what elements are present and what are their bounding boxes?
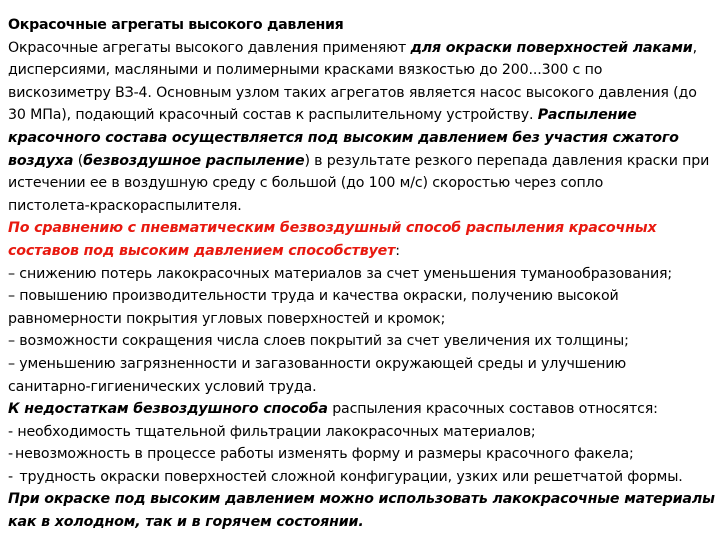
advantage-item: – возможности сокращения числа слоев покрытий за счет увеличения их толщины;: [8, 333, 629, 350]
text-run: (: [73, 152, 84, 169]
slide-title: Окрасочные агрегаты высокого давления: [8, 17, 344, 33]
disadvantages-intro: [8, 398, 712, 421]
slide-text: [8, 14, 715, 534]
text-run: ) в результате резкого перепада давления краски при: [304, 152, 710, 169]
emphasis-text: Распыление: [537, 107, 637, 124]
paragraph-line: [8, 37, 712, 60]
advantage-item-continued: равномерности покрытия угловых поверхностей и кромок;: [8, 310, 446, 327]
text-run: невозможность в процессе работы изменять форму и размеры красочного факела;: [15, 446, 634, 463]
disadvantage-item: [8, 443, 712, 466]
dash-bullet: -: [8, 446, 13, 463]
text-run: трудность окраски поверхностей сложной конфигурации, узких или решетчатой формы.: [15, 468, 683, 485]
disadvantage-item: [8, 466, 712, 489]
paragraph-line: дисперсиями, масляными и полимерными красками вязкостью до 200...300 с по: [8, 62, 603, 79]
conclusion-line: как в холодном, так и в горячем состоянии.: [8, 514, 364, 531]
text-run: :: [395, 242, 400, 259]
advantage-item: – повышению производительности труда и качества окраски, получению высокой: [8, 288, 619, 305]
emphasis-text: воздуха: [8, 152, 74, 169]
comparison-heading-line: [8, 240, 712, 263]
paragraph-line: пистолета-краскораспылителя.: [8, 197, 242, 214]
text-run: 30 МПа), подающий красочный состав к распылительному устройству.: [8, 107, 538, 124]
paragraph-line: истечении ее в воздушную среду с большой (до 100 м/с) скоростью через сопло: [8, 175, 604, 192]
advantage-item-continued: санитарно-гигиенических условий труда.: [8, 378, 317, 395]
disadvantage-item: - необходимость тщательной фильтрации лакокрасочных материалов;: [8, 423, 536, 440]
emphasis-text: К недостаткам безвоздушного способа: [8, 401, 328, 418]
comparison-heading: По сравнению с пневматическим безвоздушный способ распыления красочных: [8, 220, 657, 237]
paragraph-line: [8, 104, 712, 127]
emphasis-text: безвоздушное распыление: [83, 152, 305, 169]
conclusion-line: При окраске под высоким давлением можно использовать лакокрасочные материалы: [8, 491, 715, 508]
emphasis-text: для окраски поверхностей лаками: [410, 39, 693, 56]
text-run: распыления красочных составов относятся:: [327, 401, 658, 418]
paragraph-line: вискозиметру ВЗ-4. Основным узлом таких агрегатов является насос высокого давления (до: [8, 84, 697, 101]
advantage-item: – уменьшению загрязненности и загазованности окружающей среды и улучшению: [8, 355, 627, 372]
emphasis-line: красочного состава осуществляется под высоким давлением без участия сжатого: [8, 129, 679, 146]
dash-bullet: -: [8, 468, 13, 485]
paragraph-line: [8, 150, 712, 173]
text-run: Окрасочные агрегаты высокого давления применяют: [8, 39, 411, 56]
text-run: ,: [692, 39, 697, 56]
comparison-heading-text: составов под высоким давлением способствует: [8, 242, 396, 259]
advantage-item: – снижению потерь лакокрасочных материалов за счет уменьшения туманообразования;: [8, 265, 673, 282]
